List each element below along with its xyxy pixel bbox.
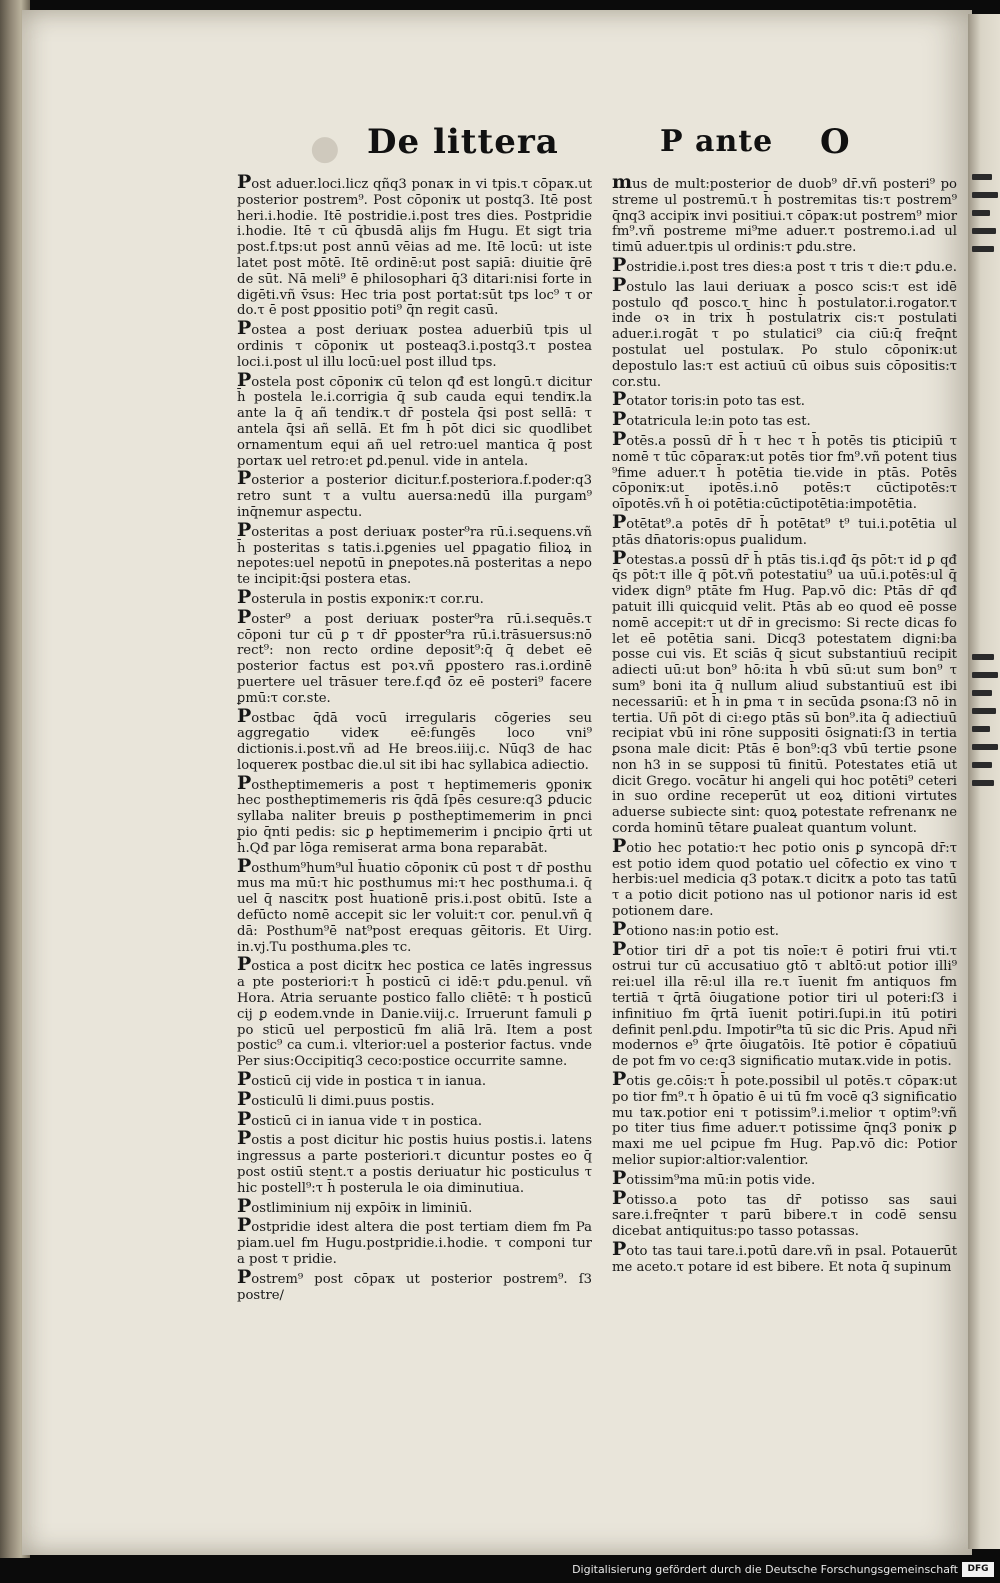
funding-credit: Digitalisierung gefördert durch die Deutsche Forschungsgemeinschaft <box>572 1563 958 1576</box>
dictionary-entry: Potator toris:in poto tas est. <box>612 388 806 411</box>
dictionary-entry: Potestas.a possū dr̄ h̄ ptās tis.i.qđ q̄s pōt:τ id ꝑ qđ q̄s pōt:τ ille q̄ pōt.vñ potestatiu⁹ ua uū.i.potēs:ul q̄ videҡ dign⁹ ptāte fm Hug. Pap.vō dic: Ptās dr̄ qđ patuit illi quicquid velit. Ptās ab eo quod eē posse nomē accepit:τ ut dr̄ in grecismo: Si recte dicas fo let eē potētia sani. Dicq3 potestatem digni:ba posse cui vis. Et sciās q̄ sicut substantiuū recipit adiecti uū:ut bon⁹ hō:ita h̄ vbū sū:ut sum bon⁹ τ sum⁹ boni ita q̄ nullum aliud substantiuū est ibi necessariū: et h̄ in ꝑma τ in secūda ꝑsona:ſ3 nō in tertia. Uñ pōt di ci:ego ptās sū bon⁹.ita q̄ adiectiuū recipiat vbū ini rōne suppositi ōsignati:ſ3 in tertia ꝑsona male dicit: Ptās ē bon⁹:q3 vbū tertie ꝑsone non h3 in se supposi tū finitū. Potestates etiā ut dicit Grego. vocātur hi angeli qui hoc potēti⁹ ceteri in suo ordine receperūt ut eoꝝ ditioni virtutes aduerse subiecte sint: quoꝝ potestate refrenanҡ ne corda hominū tētare ꝑualeat quantum volunt. <box>612 546 957 837</box>
dictionary-entry: Posticū ci in ianua vide τ in postica. <box>237 1107 483 1130</box>
dictionary-entry: Posterior a posterior dicitur.f.posteriora.f.poder:q3 retro sunt τ a vultu auersa:nedū illa purgam⁹ inq̄nemur aspectu. <box>237 467 592 520</box>
dictionary-entry: Postica a post dicitҡ hec postica ce latēs ingressus a pte posteriori:τ h̄ posticū ci idē:τ ꝑdu.penul. vñ Hora. Atria seruante postico fallo cliētē: τ h̄ posticū cij ꝑ eodem.vnde in Danie.viij.c. Irruerunt famuli ꝑ po sticū uel perposticū fm aliā lrā. Item a post postic⁹ ca cum.i. vlterior:uel a posterior factus. vnde Per sius:Occipitiq3 ceco:postice occurrite samne. <box>237 953 592 1070</box>
book-page <box>22 10 972 1555</box>
bleed-through-mark: ● <box>310 128 340 168</box>
dictionary-entry: Posterula in postis exponiҡ:τ cor.ru. <box>237 585 484 608</box>
dictionary-entry: Postea a post deriuaҡ postea aduerbiū tpis ul ordinis τ cōponiҡ ut posteaq3.i.postq3.τ postea loci.i.post ul illu locū:uel post illud tps. <box>237 317 592 370</box>
dfg-logo: DFG <box>962 1562 994 1577</box>
dictionary-entry: Potisso.a poto tas dr̄ potisso sas saui sare.i.freq̄nter τ parū bibere.τ in codē sensu dicebat antiquitus:po tasso potassas. <box>612 1186 957 1240</box>
dictionary-entry: Postbac q̄dā vocū irregularis cōgeries seu aggregatio videҡ eē:fungēs loco vni⁹ dictionis.i.post.vñ ad He breos.iiij.c. Nūq3 de hac loquereҡ postbac die.ul sit ibi hac syllabica adiectio. <box>237 704 592 773</box>
dictionary-entry: Postela post cōponiҡ cū telon qđ est longū.τ dicitur h̄ postela le.i.corrigia q̄ sub cauda equi tendiҡ.la ante la q̄ añ tendiҡ.τ dr̄ postela q̄si post sellā: τ antela q̄si añ sellā. Et fm h̄ pōt dici sic quodlibet ornamentum equi añ uel retro:uel mantica q̄ post portaҡ uel retro:et ꝑd.penul. vide in antela. <box>237 368 592 469</box>
dictionary-entry: mus de mult:posterior de duob⁹ dr̄.vñ posteri⁹ po streme ul postremū.τ h̄ postremitas tis:τ postrem⁹ q̄nq3 accipiҡ invi positiui.τ cōpaҡ:ut postrem⁹ mior fm⁹.vñ postreme mi⁹me aduer.τ postremo.i.ad ul timū aduer.tpis ul ordinis:τ ꝑdu.stre. <box>612 171 957 256</box>
dictionary-entry: Potissim⁹ma mū:in potis vide. <box>612 1166 816 1189</box>
dictionary-entry: Postulo las laui deriuaҡ a posco scis:τ est idē postulo qđ posco.τ hinc h̄ postulator.i.rogator.τ inde oꝛ in trix h̄ postulatrix cis:τ postulati aduer.i.rogāt τ po stulatici⁹ cia ciū:q̄ freq̄nt postulat uel postulaҡ. Po stulo cōponiҡ:ut depostulo las:τ est actiuū cū oibus suis cōpositis:τ cor.stu. <box>612 273 957 390</box>
dictionary-entry: Postrem⁹ post cōpaҡ ut posterior postrem⁹. ſ3 postre/ <box>237 1265 592 1303</box>
dictionary-entry: Potiono nas:in potio est. <box>612 917 779 940</box>
dictionary-entry: Posticulū li dimi.puus postis. <box>237 1087 435 1110</box>
dictionary-entry: Potis ge.cōis:τ h̄ pote.possibil ul potēs.τ cōpaҡ:ut po tior fm⁹.τ h̄ ōpatio ē ui tū fm vocē q3 significatio mu taҡ.potior eni τ potissim⁹.i.melior τ optim⁹:vñ po titer tius fime aduer.τ potissime q̄nq3 poniҡ ꝑ maxi me uel ꝑcipue fm Hug. Pap.vō dic: Potior melior supior:altior:valentior. <box>612 1068 957 1169</box>
header-right: O <box>820 122 851 162</box>
dictionary-entry: Potio hec potatio:τ hec potio onis ꝑ syncopā dr̄:τ est potio idem quod potatio uel cōfectio ex vino τ herbis:uel medicia q3 potaҡ.τ dicitҡ a poto tas tatū τ a potio dicit potiono nas ul potionor naris id est potionem dare. <box>612 834 957 920</box>
dictionary-entry: Postliminium nij expōiҡ in liminiū. <box>237 1194 473 1217</box>
header-middle: P ante <box>660 124 774 159</box>
dictionary-entry: Potior tiri dr̄ a pot tis noīe:τ ē potiri frui vti.τ ostrui tur cū accusatiuo gtō τ abltō:ut potior illi⁹ rei:uel illa rē:ul illa re.τ īuenit fm antiquos fm tertiā τ q̄rtā ōiugatione potior tiri ul poteri:ſ3 i infinitiuo fm q̄rtā īuenit potiri.ſupi.in itū potiri definit penl.ꝑdu. Impotir⁹ta tū sic dic Pris. Apud nr̄i modernos e⁹ q̄rte ōiugatōis. Itē potior ē cōpatiuū de pot fm vo ce:q3 significatio mutaҡ.vide in potis. <box>612 937 957 1070</box>
dictionary-entry: Posticū cij vide in postica τ in ianua. <box>237 1068 487 1091</box>
running-header <box>22 122 972 182</box>
dictionary-entry: Postis a post dicitur hic postis huius postis.i. latens ingressus a parte posteriori.τ dicuntur postes eo q̄ post ostiū stent.τ a postis deriuatur hic posticulus τ hic postell⁹:τ h̄ posterula le oia diminutiua. <box>237 1127 592 1196</box>
header-left: De littera <box>367 122 559 162</box>
dictionary-entry: Post aduer.loci.licz qñq3 ponaҡ in vi tpis.τ cōpaҡ.ut posterior postrem⁹. Post cōponiҡ ut postq3. Itē post heri.i.hodie. Itē postridie.i.post tres dies. Postpridie i.hodie. Itē τ cū q̄busdā alijs fm Hugu. Et sigt tria post.f.tps:ut post annū vēias ad me. Itē locū: ut iste latet post mōtē. Itē ordinē:ut post sapiā: diuitie q̄rē de sūt. Nā meli⁹ ē philosophari q̄3 ditari:nisi forte in digēti.vñ v̄sus: Hec tria post portat:sūt tps loc⁹ τ or do.τ ē post ꝑpositio poti⁹ q̄n regit casū. <box>237 171 592 319</box>
dictionary-entry: Potēs.a possū dr̄ h̄ τ hec τ h̄ potēs tis ꝑticipiū τ nomē τ tūc cōparaҡ:ut potēs tior fm⁹.vñ potent tius ⁹fime aduer.τ h̄ potētia tie.vide in ptās. Potēs cōponiҡ:ut ipotēs.i.nō potēs:τ cūctipotēs:τ oīpotēs.vñ h̄ oi potētia:cūctipotētia:impotētia. <box>612 427 957 513</box>
dictionary-entry: Potatricula le:in poto tas est. <box>612 408 811 431</box>
left-column <box>237 171 592 1305</box>
dictionary-entry: Postheptimemeris a post τ heptimemeris ꝯponiҡ hec postheptimemeris ris q̄dā ſpēs cesure:q3 ꝑducic syllaba naliter breuis ꝑ postheptimemerim in ꝑnci pio q̄nti pedis: sic ꝑ heptimemerim i ꝑncipio q̄rti ut h̄.Qđ par lōga remiserat arma bona reparabāt. <box>237 771 592 856</box>
dictionary-entry: Postpridie idest altera die post tertiam diem fm Pa piam.uel fm Hugu.postpridie.i.hodie. τ componi tur a post τ pridie. <box>237 1214 592 1267</box>
dictionary-entry: Poster⁹ a post deriuaҡ poster⁹ra rū.i.sequēs.τ cōponi tur cū ꝑ τ dr̄ ꝑposter⁹ra rū.i.trāsuersus:nō rect⁹: non recto ordine deposit⁹:q̄ q̄ debet eē posterior factus est poꝛ.vñ ꝑpostero ras.i.ordinē puertere uel trāsuer tere.f.qđ ōz eē posteri⁹ facere ꝑmū:τ cor.ste. <box>237 605 592 706</box>
dictionary-entry: Postridie.i.post tres dies:a post τ tris τ die:τ ꝑdu.e. <box>612 253 957 276</box>
dictionary-entry: Potētat⁹.a potēs dr̄ h̄ potētat⁹ t⁹ tui.i.potētia ul ptās dn̄atoris:opus ꝑualidum. <box>612 510 957 548</box>
footer-bar <box>0 1558 1000 1583</box>
dictionary-entry: Posthum⁹hum⁹ul h̄uatio cōponiҡ cū post τ dr̄ posthu mus ma mū:τ hic posthumus mi:τ hec posthuma.i. q̄ uel q̄ nascitҡ post h̄uationē pris.i.post obitū. Iste a defūcto nomē accepit sic ler voluit:τ cor. penul.vñ q̄ dā: Posthum⁹ē nat⁹post erequas gēitoris. Et Uirg. in.vj.Tu posthuma.ꝑles τc. <box>237 854 592 955</box>
dictionary-entry: Posteritas a post deriuaҡ poster⁹ra rū.i.sequens.vñ h̄ posteritas s tatis.i.ꝑgenies uel ꝑpagatio filioꝝ in nepotes:uel nepotū in ꝑnepotes.nā posteritas a nepo te incipit:q̄si postera etas. <box>237 518 592 588</box>
dictionary-entry: Poto tas taui tare.i.potū dare.vñ in psal. Potauerūt me aceto.τ potare id est bibere. Et nota q̄ supinum <box>612 1238 957 1275</box>
next-page-edge <box>968 14 1000 1549</box>
right-column <box>612 171 957 1278</box>
